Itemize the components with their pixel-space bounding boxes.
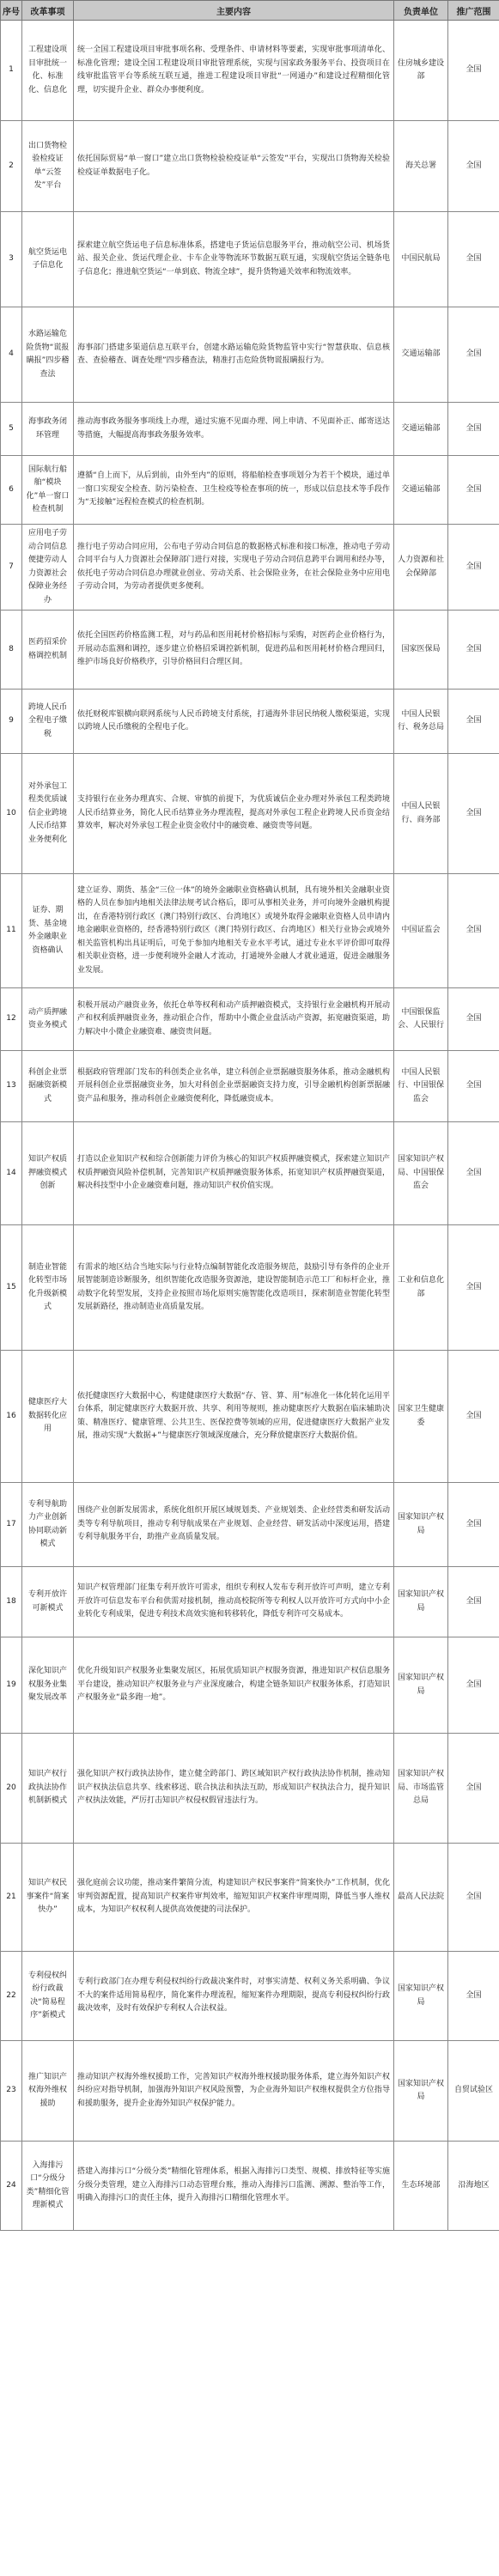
cell-item: 入海排污口“分级分类”精细化管理新模式: [22, 2142, 74, 2231]
table-row: [1, 1952, 499, 2041]
cell-main: 优化升级知识产权服务业集聚发展区，拓展优质知识产权服务资源，推进知识产权信息服务平台建设，推动知识产权服务业与产业深度融合，构建全链条知识产权服务体系，打造知识产权服务业“最多跑一地”。: [74, 1637, 394, 1734]
cell-main: 知识产权管理部门征集专利开放许可需求，组织专利权人发布专利开放许可声明，建立专利开放许可信息发布平台和供需对接机制，推动高校院所等专利权人以开放许可方式向中小企业转化专利成果，促进专利技术高效实施和转移转化，降低专利许可交易成本。: [74, 1567, 394, 1637]
cell-no: 8: [1, 611, 22, 690]
table-row: [1, 1844, 499, 1952]
cell-item: 专利侵权纠纷行政裁决“简易程序”新模式: [22, 1952, 74, 2041]
cell-scope: 全国: [448, 21, 499, 121]
table-row: [1, 456, 499, 525]
cell-main: 推动知识产权海外维权援助工作，完善知识产权海外维权援助服务体系，建立海外知识产权纠纷应对指导机制，加强海外知识产权风险预警，为企业海外知识产权维权提供全方位指导和援助服务，提升企业海外知识产权保护能力。: [74, 2041, 394, 2142]
table-row: [1, 1122, 499, 1225]
cell-unit: 国家知识产权局: [394, 1637, 448, 1734]
cell-unit: 国家知识产权局: [394, 2041, 448, 2142]
cell-unit: 国家卫生健康委: [394, 1351, 448, 1483]
cell-item: 知识产权民事案件“简案快办”: [22, 1844, 74, 1952]
cell-item: 国际航行船舶“模块化”单一窗口检查机制: [22, 456, 74, 525]
cell-no: 5: [1, 403, 22, 456]
cell-scope: 全国: [448, 690, 499, 754]
cell-unit: 工业和信息化部: [394, 1225, 448, 1351]
cell-item: 知识产权质押融资模式创新: [22, 1122, 74, 1225]
cell-scope: 全国: [448, 754, 499, 874]
header-unit: 负责单位: [394, 1, 448, 21]
cell-no: 12: [1, 988, 22, 1051]
table-row: [1, 307, 499, 403]
cell-no: 1: [1, 21, 22, 121]
cell-no: 13: [1, 1051, 22, 1122]
cell-item: 推广知识产权海外维权援助: [22, 2041, 74, 2142]
cell-item: 工程建设项目审批统一化、标准化、信息化: [22, 21, 74, 121]
cell-scope: 全国: [448, 988, 499, 1051]
table-row: [1, 611, 499, 690]
cell-item: 水路运输危险货物“谎报瞒报”四步稽查法: [22, 307, 74, 403]
cell-no: 11: [1, 874, 22, 988]
cell-scope: 全国: [448, 1952, 499, 2041]
cell-unit: 国家医保局: [394, 611, 448, 690]
cell-no: 23: [1, 2041, 22, 2142]
cell-scope: 全国: [448, 1122, 499, 1225]
cell-main: 打造以企业知识产权和综合创新能力评价为核心的知识产权质押融资模式，探索建立知识产权质押融资风险补偿机制，完善知识产权质押融资服务体系，拓宽知识产权质押融资渠道，解决科技型中小企业融资难问题，推动知识产权价值实现。: [74, 1122, 394, 1225]
cell-item: 出口货物检验检疫证单“云签发”平台: [22, 121, 74, 212]
cell-unit: 中国人民银行、中国银保监会: [394, 1051, 448, 1122]
cell-unit: 国家知识产权局、市场监管总局: [394, 1734, 448, 1844]
cell-main: 根据政府管理部门发布的科创类企业名单，建立科创企业票据融资服务体系，推动金融机构开展科创企业票据融资业务，加大对科创企业票据融资支持力度，引导金融机构创新票据融资产品和服务，推动科创企业融资便利化，降低融资成本。: [74, 1051, 394, 1122]
table-body: [1, 21, 499, 2231]
cell-no: 24: [1, 2142, 22, 2231]
header-main: 主要内容: [74, 1, 394, 21]
header-no: 序号: [1, 1, 22, 21]
cell-no: 9: [1, 690, 22, 754]
cell-main: 建立证券、期货、基金“三位一体”的境外金融职业资格确认机制，具有境外相关金融职业资格的人员在参加内地相关法律法规考试合格后，即可从事相关业务，并可向境外金融机构提出，在香港特别行政区（澳门特别行政区、台湾地区）或境外取得金融职业资格人员申请内地金融职业资格的，经香港特别行政区（澳门特别行政区、台湾地区）相关行业协会或境外相关监管机构出具证明后，可免于参加内地相关专业水平考试，通过专业水平评价即可取得相关职业资格，进一步便利境外金融人才流动，打通境外金融人才就业通道，促进金融服务业发展。: [74, 874, 394, 988]
cell-item: 制造业智能化转型市场化升级新模式: [22, 1225, 74, 1351]
cell-unit: 海关总署: [394, 121, 448, 212]
cell-scope: 全国: [448, 1483, 499, 1567]
cell-item: 跨境人民币全程电子缴税: [22, 690, 74, 754]
cell-item: 知识产权行政执法协作机制新模式: [22, 1734, 74, 1844]
cell-main: 支持银行在业务办理真实、合规、审慎的前提下，为优质诚信企业办理对外承包工程类跨境人民币结算业务，简化人民币结算业务办理流程，提高对外承包工程企业跨境人民币资金结算效率，解决对外承包工程企业资金收付中的融资难、融资贵等问题。: [74, 754, 394, 874]
table-row: [1, 988, 499, 1051]
cell-main: 专利行政部门在办理专利侵权纠纷行政裁决案件时，对事实清楚、权利义务关系明确、争议不大的案件适用简易程序，简化案件办理流程，缩短案件办理期限，提高专利侵权纠纷行政裁决效率，及时有效保护专利权人合法权益。: [74, 1952, 394, 2041]
table-row: [1, 690, 499, 754]
cell-unit: 中国人民银行、商务部: [394, 754, 448, 874]
cell-unit: 最高人民法院: [394, 1844, 448, 1952]
cell-unit: 交通运输部: [394, 456, 448, 525]
cell-no: 17: [1, 1483, 22, 1567]
cell-no: 14: [1, 1122, 22, 1225]
cell-item: 航空货运电子信息化: [22, 212, 74, 307]
cell-scope: 全国: [448, 1637, 499, 1734]
cell-no: 22: [1, 1952, 22, 2041]
cell-main: 强化知识产权行政执法协作，建立健全跨部门、跨区域知识产权行政执法协作机制，推动知识产权执法信息共享、线索移送、联合执法和执法互助，形成知识产权执法合力，提升知识产权执法效能，严厉打击知识产权侵权假冒违法行为。: [74, 1734, 394, 1844]
cell-item: 证券、期货、基金境外金融职业资格确认: [22, 874, 74, 988]
cell-scope: 全国: [448, 1351, 499, 1483]
cell-scope: 全国: [448, 121, 499, 212]
table-row: [1, 1351, 499, 1483]
cell-no: 2: [1, 121, 22, 212]
cell-scope: 全国: [448, 1051, 499, 1122]
cell-no: 19: [1, 1637, 22, 1734]
cell-unit: 国家知识产权局、中国银保监会: [394, 1122, 448, 1225]
cell-unit: 交通运输部: [394, 307, 448, 403]
cell-unit: 中国证监会: [394, 874, 448, 988]
cell-unit: 中国银保监会、人民银行: [394, 988, 448, 1051]
table-row: [1, 2041, 499, 2142]
table-row: [1, 121, 499, 212]
cell-item: 医药招采价格调控机制: [22, 611, 74, 690]
cell-scope: 全国: [448, 403, 499, 456]
cell-scope: 全国: [448, 307, 499, 403]
cell-main: 海事部门搭建多渠道信息互联平台，创建水路运输危险货物监管中实行“智慧获取、信息核查、查验稽查、调查处理”四步稽查法，精准打击危险货物谎报瞒报行为。: [74, 307, 394, 403]
cell-scope: 全国: [448, 1734, 499, 1844]
table-row: [1, 1483, 499, 1567]
cell-no: 18: [1, 1567, 22, 1637]
cell-unit: 国家知识产权局: [394, 1952, 448, 2041]
cell-scope: 沿海地区: [448, 2142, 499, 2231]
header-scope: 推广范围: [448, 1, 499, 21]
table-row: [1, 1637, 499, 1734]
cell-unit: 中国人民银行、税务总局: [394, 690, 448, 754]
cell-no: 6: [1, 456, 22, 525]
cell-no: 20: [1, 1734, 22, 1844]
cell-no: 7: [1, 525, 22, 611]
cell-item: 海事政务闭环管理: [22, 403, 74, 456]
cell-main: 有需求的地区结合当地实际与行业特点编制智能化改造服务规范，鼓励引导有条件的企业开展智能制造诊断服务，组织智能化改造服务资源池，建设智能制造示范工厂和标杆企业，推动数字化转型发展，支持企业按照市场化原则实施智能化改造项目，探索制造业智能化转型发展新路径，推动制造业高质量发展。: [74, 1225, 394, 1351]
cell-item: 科创企业票据融资新模式: [22, 1051, 74, 1122]
table-row: [1, 874, 499, 988]
cell-item: 深化知识产权服务业集聚发展改革: [22, 1637, 74, 1734]
cell-unit: 人力资源和社会保障部: [394, 525, 448, 611]
cell-main: 依托财税库银横向联网系统与人民币跨境支付系统，打通海外非居民纳税人缴税渠道，实现以跨境人民币缴税的全程电子化。: [74, 690, 394, 754]
cell-item: 动产质押融资业务模式: [22, 988, 74, 1051]
cell-main: 强化庭前会议功能，推动案件繁简分流，构建知识产权民事案件“简案快办”工作机制，优化审判资源配置，提高知识产权案件审判效率，缩短知识产权案件审理周期，降低当事人维权成本，为知识产权权利人提供高效便捷的司法保护。: [74, 1844, 394, 1952]
table-row: [1, 21, 499, 121]
cell-scope: 全国: [448, 1567, 499, 1637]
cell-no: 4: [1, 307, 22, 403]
cell-main: 推行电子劳动合同应用，公布电子劳动合同信息的数据格式标准和接口标准，推动电子劳动合同平台与人力资源社会保障部门进行对接，实现电子劳动合同信息跨平台调用和经办等，依托电子劳动合同信息办理就业创业、劳动关系、社会保险业务，在社会保险业务中应用电子劳动合同，为劳动者提供更多便利。: [74, 525, 394, 611]
table-row: [1, 1567, 499, 1637]
cell-item: 专利开放许可新模式: [22, 1567, 74, 1637]
cell-unit: 生态环境部: [394, 2142, 448, 2231]
cell-main: 依托全国医药价格监测工程，对与药品和医用耗材价格招标与采购，对医药企业价格行为，开展动态监测和调控，逐步建立价格招采调控新机制，促进药品和医用耗材价格合理回归，维护市场良好价格秩序，引导价格回归合理区间。: [74, 611, 394, 690]
cell-item: 健康医疗大数据转化应用: [22, 1351, 74, 1483]
cell-main: 统一全国工程建设项目审批事项名称、受理条件、申请材料等要素，实现审批事项清单化、标准化管理；建设全国工程建设项目审批管理系统，实现与国家政务服务平台、投资项目在线审批监管平台等系统互联互通，推进工程建设项目审批“一网通办”和建设过程精细化管理，切实提升企业、群众办事便利度。: [74, 21, 394, 121]
cell-item: 应用电子劳动合同信息便捷劳动人力资源社会保障业务经办: [22, 525, 74, 611]
cell-no: 21: [1, 1844, 22, 1952]
header-item: 改革事项: [22, 1, 74, 21]
cell-scope: 全国: [448, 1225, 499, 1351]
cell-item: 对外承包工程类优质诚信企业跨境人民币结算业务便利化: [22, 754, 74, 874]
table-row: [1, 1225, 499, 1351]
cell-item: 专利导航助力产业创新协同联动新模式: [22, 1483, 74, 1567]
table-row: [1, 1051, 499, 1122]
cell-scope: 全国: [448, 1844, 499, 1952]
table-row: [1, 1734, 499, 1844]
cell-unit: 国家知识产权局: [394, 1483, 448, 1567]
table-header-row: [1, 1, 499, 21]
cell-main: 搭建入海排污口“分级分类”精细化管理体系，根据入海排污口类型、规模、排放特征等实施分级分类管理，建立入海排污口动态管理台账，推动入海排污口监测、溯源、整治等工作，明确入海排污口的责任主体，提升入海排污口精细化管理水平。: [74, 2142, 394, 2231]
cell-scope: 全国: [448, 456, 499, 525]
cell-unit: 国家知识产权局: [394, 1567, 448, 1637]
cell-scope: 自贸试验区: [448, 2041, 499, 2142]
cell-main: 依托国际贸易“单一窗口”建立出口货物检验检疫证单“云签发”平台，实现出口货物海关检验检疫证单数据电子化。: [74, 121, 394, 212]
cell-main: 遵循“自上而下，从后到前，由外至内”的原则，将船舶检查事项划分为若干个模块，通过单一窗口实现安全检查、防污染检查、卫生检疫等检查事项的统一，形成以信息技术等手段作为“无接触”远程检查模式的检查机制。: [74, 456, 394, 525]
cell-unit: 中国民航局: [394, 212, 448, 307]
cell-unit: 住房城乡建设部: [394, 21, 448, 121]
cell-main: 积极开展动产融资业务，依托仓单等权利和动产质押融资模式，支持银行业金融机构开展动产和权利质押融资业务，推动银企合作，帮助中小微企业盘活动产资源，拓宽融资渠道，助力解决中小微企业融资难、融资贵问题。: [74, 988, 394, 1051]
cell-scope: 全国: [448, 525, 499, 611]
table-row: [1, 403, 499, 456]
cell-main: 探索建立航空货运电子信息标准体系，搭建电子货运信息服务平台，推动航空公司、机场货站、报关企业、货运代理企业、卡车企业等物流环节数据互联互通，实现航空货运全链条电子信息化；推进航空货运“一单到底、物流全球”，提升货物通关效率和物流效率。: [74, 212, 394, 307]
cell-unit: 交通运输部: [394, 403, 448, 456]
table-row: [1, 525, 499, 611]
cell-scope: 全国: [448, 874, 499, 988]
cell-no: 16: [1, 1351, 22, 1483]
cell-scope: 全国: [448, 212, 499, 307]
table-row: [1, 754, 499, 874]
cell-main: 围绕产业创新发展需求，系统化组织开展区域规划类、产业规划类、企业经营类和研发活动类等专利导航项目，推动专利导航成果在产业规划、企业经营、研发活动中深度运用，搭建专利导航服务平台，助推产业高质量发展。: [74, 1483, 394, 1567]
table-row: [1, 212, 499, 307]
cell-no: 15: [1, 1225, 22, 1351]
cell-no: 10: [1, 754, 22, 874]
cell-no: 3: [1, 212, 22, 307]
cell-scope: 全国: [448, 611, 499, 690]
cell-main: 依托健康医疗大数据中心，构建健康医疗大数据“存、管、算、用”标准化一体化转化运用平台体系，制定健康医疗大数据开放、共享、利用等规则，推动健康医疗大数据在临床辅助决策、精准医疗、健康管理、公共卫生、医保控费等领域的应用，促进健康医疗大数据产业发展，推动实现“大数据+”与健康医疗领域深度融合，充分释放健康医疗大数据价值。: [74, 1351, 394, 1483]
table-row: [1, 2142, 499, 2231]
cell-main: 推动海事政务服务事项线上办理，通过实施不见面办理、网上申请、不见面补正、邮寄送达等措施，大幅提高海事政务服务效率。: [74, 403, 394, 456]
